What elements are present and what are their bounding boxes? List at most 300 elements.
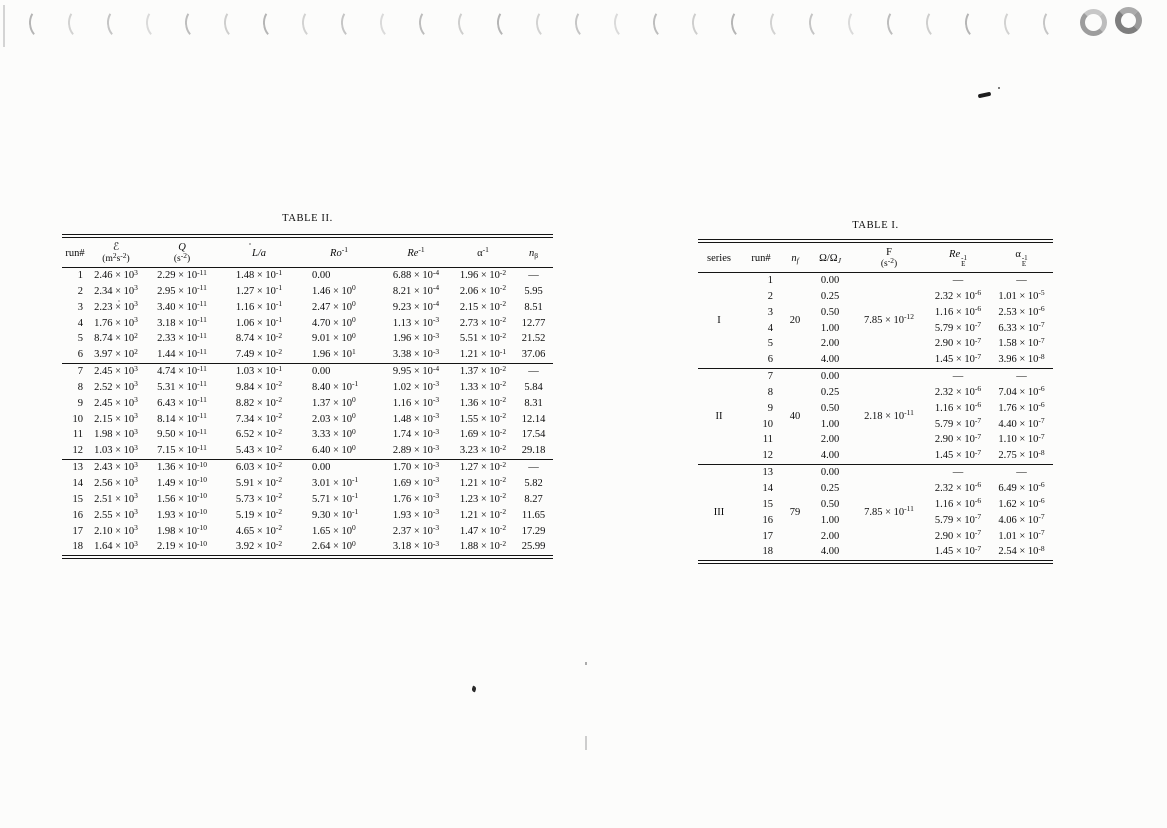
series-cell: II bbox=[698, 369, 740, 465]
table-row bbox=[62, 268, 553, 284]
run-cell: 1 bbox=[767, 275, 773, 286]
nf-cell: 20 bbox=[782, 273, 808, 369]
table-2-cell-col1: $2.10 \times 10^3$ bbox=[94, 523, 138, 537]
table-2-cell-col2: $6.43 \times 10^{-11}$ bbox=[157, 395, 207, 409]
binding-hole-icon bbox=[613, 8, 636, 39]
table-2-cell-col1: $2.46 \times 10^3$ bbox=[94, 267, 138, 281]
table-2-cell-col1: $2.15 \times 10^3$ bbox=[94, 411, 138, 425]
table-2-cell-col6: $1.47 \times 10^{-2}$ bbox=[459, 523, 507, 537]
re-e-cell: — bbox=[952, 467, 964, 479]
binding-hole-icon bbox=[535, 8, 558, 39]
table-row bbox=[62, 443, 553, 459]
scan-edge-line bbox=[3, 5, 5, 47]
binding-hole-icon bbox=[847, 8, 870, 39]
re-e-cell: $1.45 \times 10^{-7}$ bbox=[934, 543, 982, 558]
col-header-re-inv: $Re^{-1}$ bbox=[380, 236, 452, 268]
table-2-cell-col4: 0.00 bbox=[312, 270, 331, 281]
ink-mark bbox=[978, 92, 992, 99]
table-1-title: TABLE I. bbox=[852, 220, 899, 231]
alpha-e-cell: $6.33 \times 10^{-7}$ bbox=[998, 320, 1045, 334]
table-2-cell-col0: 6 bbox=[62, 347, 88, 363]
table-2-cell-col0: 17 bbox=[72, 525, 83, 537]
re-e-cell: $2.32 \times 10^{-6}$ bbox=[934, 288, 982, 302]
run-cell: 12 bbox=[740, 448, 782, 464]
col-header-series: series bbox=[698, 241, 740, 273]
run-cell: 5 bbox=[767, 338, 773, 350]
binding-hole-icon bbox=[769, 8, 792, 39]
table-2-cell-col0: 9 bbox=[77, 397, 83, 409]
table-row bbox=[62, 508, 553, 524]
run-cell: 10 bbox=[762, 418, 773, 430]
table-2-cell-col4: $3.33 \times 10^0$ bbox=[312, 426, 356, 441]
table-2-cell-col3: $7.34 \times 10^{-2}$ bbox=[235, 411, 283, 425]
table-2-cell-col7: — bbox=[528, 366, 539, 378]
table-2-cell-col2: $8.14 \times 10^{-11}$ bbox=[157, 411, 207, 425]
omega-ratio-cell: 0.50 bbox=[820, 402, 840, 414]
table-1-section bbox=[698, 220, 1053, 564]
re-e-cell: — bbox=[952, 371, 964, 383]
binding-hole-icon bbox=[262, 8, 285, 39]
run-cell: 17 bbox=[762, 530, 773, 542]
table-2-cell-col7: — bbox=[528, 270, 539, 281]
table-2-cell-col7: 8.27 bbox=[524, 493, 543, 505]
binding-hole-icon bbox=[28, 8, 51, 39]
re-e-cell: $2.90 \times 10^{-7}$ bbox=[934, 431, 982, 446]
table-2-cell-col2: $1.36 \times 10^{-10}$ bbox=[156, 459, 208, 474]
table-2-cell-col4: $4.70 \times 10^0$ bbox=[312, 315, 356, 329]
table-2-cell-col6: $1.37 \times 10^{-2}$ bbox=[459, 363, 507, 378]
table-2-cell-col3: $5.43 \times 10^{-2}$ bbox=[220, 443, 298, 459]
omega-ratio-cell: 0.25 bbox=[820, 482, 840, 494]
table-row bbox=[62, 331, 553, 347]
table-2-cell-col6: $1.55 \times 10^{-2}$ bbox=[459, 411, 507, 425]
col-header-f: F $(s^{-2})$ bbox=[852, 241, 926, 273]
ink-dot bbox=[998, 87, 1000, 89]
table-row bbox=[62, 492, 553, 508]
table-2-cell-col0: 12 bbox=[62, 443, 88, 459]
f-cell: $7.85 \times 10^{-12}$ bbox=[852, 273, 926, 369]
table-2-cell-col2: $9.50 \times 10^{-11}$ bbox=[157, 426, 207, 441]
run-cell: 16 bbox=[762, 514, 773, 526]
table-1-header-row bbox=[698, 241, 1053, 273]
table-2-cell-col3: $1.48 \times 10^{-1}$ bbox=[235, 267, 283, 281]
binding-hole-icon bbox=[964, 8, 987, 39]
table-2-cell-col4: $1.46 \times 10^0$ bbox=[312, 283, 356, 297]
alpha-e-cell: $1.01 \times 10^{-7}$ bbox=[998, 528, 1045, 542]
binding-ring-icon bbox=[1080, 9, 1107, 36]
table-2-cell-col2: $1.49 \times 10^{-10}$ bbox=[156, 475, 208, 489]
table-2-cell-col5: $1.13 \times 10^{-3}$ bbox=[392, 315, 440, 329]
table-2-cell-col1: $2.52 \times 10^3$ bbox=[94, 379, 138, 393]
table-2-cell-col1: $2.45 \times 10^3$ bbox=[94, 363, 138, 378]
table-2-cell-col3: $9.84 \times 10^{-2}$ bbox=[235, 379, 283, 393]
table-2-cell-col3: $5.73 \times 10^{-2}$ bbox=[235, 491, 283, 505]
table-2-cell-col7: 8.31 bbox=[524, 397, 543, 409]
table-row bbox=[62, 316, 553, 332]
table-2-cell-col3: $5.19 \times 10^{-2}$ bbox=[235, 507, 283, 521]
f-cell: $7.85 \times 10^{-11}$ bbox=[864, 504, 914, 518]
nf-cell: 79 bbox=[789, 506, 801, 518]
table-2-cell-col0: 14 bbox=[72, 477, 83, 489]
table-2-cell-col3: $5.91 \times 10^{-2}$ bbox=[235, 475, 283, 489]
run-cell: 8 bbox=[767, 386, 773, 398]
binding-hole-icon bbox=[730, 8, 753, 39]
alpha-e-cell: — bbox=[1016, 275, 1027, 286]
binding-hole-icon bbox=[457, 8, 480, 39]
re-e-cell: $1.16 \times 10^{-6}$ bbox=[934, 400, 982, 414]
col-header-alpha-inv: $\alpha^{-1}$ bbox=[452, 236, 514, 268]
table-row bbox=[698, 369, 1053, 385]
table-2-cell-col1: $1.03 \times 10^3$ bbox=[88, 443, 144, 459]
table-2-cell-col0: 7 bbox=[77, 366, 83, 378]
alpha-e-cell: $1.10 \times 10^{-7}$ bbox=[998, 431, 1045, 446]
table-2-cell-col6: $2.73 \times 10^{-2}$ bbox=[459, 315, 507, 329]
table-2-cell-col0: 16 bbox=[72, 509, 83, 521]
table-2-cell-col6: $1.33 \times 10^{-2}$ bbox=[459, 379, 507, 393]
table-2-cell-col5: $1.70 \times 10^{-3}$ bbox=[392, 459, 440, 474]
binding-hole-icon bbox=[145, 8, 168, 39]
table-2-cell-col1: $2.45 \times 10^3$ bbox=[94, 395, 138, 409]
table-row bbox=[62, 364, 553, 380]
series-cell: I bbox=[698, 273, 740, 369]
run-cell: 7 bbox=[767, 371, 773, 383]
run-cell: 6 bbox=[740, 352, 782, 368]
col-header-n-beta: $n_\beta$ bbox=[514, 236, 553, 268]
table-2-body bbox=[62, 268, 553, 558]
table-2-cell-col4: $2.47 \times 10^0$ bbox=[312, 299, 356, 313]
table-2-cell-col3: $4.65 \times 10^{-2}$ bbox=[235, 523, 283, 537]
run-cell: 15 bbox=[762, 498, 773, 510]
binding-hole-icon bbox=[652, 8, 675, 39]
col-header-run: run# bbox=[62, 236, 88, 268]
table-2-cell-col2: $2.95 \times 10^{-11}$ bbox=[157, 283, 207, 297]
run-cell: 18 bbox=[762, 546, 773, 558]
alpha-e-cell: $1.62 \times 10^{-6}$ bbox=[998, 496, 1045, 510]
omega-ratio-cell: 0.25 bbox=[820, 290, 840, 302]
table-2-cell-col1: $2.23 \times 10^3$ bbox=[94, 299, 138, 313]
run-cell: 3 bbox=[767, 306, 773, 318]
alpha-e-cell: $7.04 \times 10^{-6}$ bbox=[998, 384, 1045, 398]
table-2-cell-col5: $2.89 \times 10^{-3}$ bbox=[380, 443, 452, 459]
table-2 bbox=[62, 234, 553, 559]
run-cell: 2 bbox=[767, 290, 773, 302]
binding-hole-icon bbox=[340, 8, 363, 39]
table-2-cell-col4: $2.03 \times 10^0$ bbox=[312, 411, 356, 425]
binding-hole-icon bbox=[106, 8, 129, 39]
table-2-cell-col5: $9.23 \times 10^{-4}$ bbox=[392, 299, 440, 313]
table-2-cell-col4: $1.65 \times 10^0$ bbox=[312, 523, 356, 537]
table-2-cell-col2: $2.29 \times 10^{-11}$ bbox=[157, 267, 207, 281]
re-e-cell: $2.90 \times 10^{-7}$ bbox=[934, 528, 982, 542]
table-2-cell-col3: $1.16 \times 10^{-1}$ bbox=[235, 299, 283, 313]
table-2-cell-col6: $1.36 \times 10^{-2}$ bbox=[459, 395, 507, 409]
table-2-cell-col1: $1.76 \times 10^3$ bbox=[94, 315, 138, 329]
table-2-cell-col7: 11.65 bbox=[521, 509, 546, 521]
col-header-omega-ratio: $\Omega/\Omega_J$ bbox=[808, 241, 852, 273]
table-1-body bbox=[698, 273, 1053, 563]
table-2-cell-col1: $3.97 \times 10^2$ bbox=[88, 347, 144, 363]
table-2-cell-col3: $8.74 \times 10^{-2}$ bbox=[235, 330, 283, 345]
binding-hole-icon bbox=[379, 8, 402, 39]
table-2-cell-col6: $1.23 \times 10^{-2}$ bbox=[459, 491, 507, 505]
col-header-re-e-inv: Re -1 E bbox=[926, 241, 990, 273]
omega-ratio-cell: 1.00 bbox=[820, 418, 840, 430]
table-2-cell-col5: $3.18 \times 10^{-3}$ bbox=[392, 538, 440, 553]
table-2-cell-col5: $6.88 \times 10^{-4}$ bbox=[392, 267, 440, 281]
omega-ratio-cell: 0.00 bbox=[820, 275, 840, 286]
col-header-energy: ℰ $(m^2s^{-2})$ bbox=[88, 236, 144, 268]
scan-speck bbox=[585, 662, 587, 665]
table-2-cell-col0: 4 bbox=[77, 317, 83, 329]
table-2-cell-col7: 12.77 bbox=[521, 317, 546, 329]
binding-hole-icon bbox=[223, 8, 246, 39]
table-2-cell-col0: 18 bbox=[72, 541, 83, 553]
table-2-title: TABLE II. bbox=[282, 213, 333, 224]
col-header-ro-inv: $Ro^{-1}$ bbox=[298, 236, 380, 268]
table-row bbox=[62, 284, 553, 300]
table-2-cell-col7: 21.52 bbox=[521, 333, 546, 345]
alpha-e-cell: $3.96 \times 10^{-8}$ bbox=[990, 352, 1053, 368]
table-2-cell-col0: 3 bbox=[77, 301, 83, 313]
table-2-cell-col7: 5.95 bbox=[524, 285, 543, 297]
table-2-cell-col0: 5 bbox=[77, 333, 83, 345]
table-2-cell-col5: $8.21 \times 10^{-4}$ bbox=[392, 283, 440, 297]
table-2-cell-col5: $3.38 \times 10^{-3}$ bbox=[380, 347, 452, 363]
binding-hole-icon bbox=[184, 8, 207, 39]
table-2-cell-col2: $7.15 \times 10^{-11}$ bbox=[144, 443, 220, 459]
omega-ratio-cell: 0.50 bbox=[820, 306, 840, 318]
binding-hole-icon bbox=[1042, 8, 1065, 39]
table-2-cell-col3: $3.92 \times 10^{-2}$ bbox=[235, 538, 283, 553]
alpha-e-cell: $1.01 \times 10^{-5}$ bbox=[998, 288, 1045, 302]
table-2-cell-col7: — bbox=[528, 462, 539, 474]
table-2-cell-col7: 12.14 bbox=[521, 413, 546, 425]
table-2-cell-col6: $2.15 \times 10^{-2}$ bbox=[459, 299, 507, 313]
table-2-cell-col5: $1.74 \times 10^{-3}$ bbox=[392, 426, 440, 441]
table-2-cell-col7: 29.18 bbox=[514, 443, 553, 459]
re-e-cell: $2.32 \times 10^{-6}$ bbox=[934, 480, 982, 494]
table-row bbox=[62, 380, 553, 396]
col-header-l-over-a: L/a bbox=[220, 236, 298, 268]
binding-hole-icon bbox=[925, 8, 948, 39]
run-cell: 4 bbox=[767, 322, 773, 334]
table-2-cell-col7: 37.06 bbox=[514, 347, 553, 363]
table-2-cell-col1: $2.56 \times 10^3$ bbox=[94, 475, 138, 489]
table-2-header-row bbox=[62, 236, 553, 268]
alpha-e-cell: $1.58 \times 10^{-7}$ bbox=[998, 335, 1045, 350]
table-2-cell-col3: $1.03 \times 10^{-1}$ bbox=[235, 363, 283, 378]
binding-hole-icon bbox=[418, 8, 441, 39]
omega-ratio-cell: 2.00 bbox=[820, 530, 840, 542]
table-2-cell-col4: $5.71 \times 10^{-1}$ bbox=[312, 491, 359, 505]
table-2-cell-col4: $8.40 \times 10^{-1}$ bbox=[312, 379, 359, 393]
omega-ratio-cell: 1.00 bbox=[820, 322, 840, 334]
alpha-e-cell: $4.06 \times 10^{-7}$ bbox=[998, 512, 1045, 526]
table-2-cell-col5: $1.96 \times 10^{-3}$ bbox=[392, 330, 440, 345]
table-2-cell-col0: 2 bbox=[77, 285, 83, 297]
binding-hole-icon bbox=[1003, 8, 1026, 39]
binding-ring-icon bbox=[1115, 7, 1142, 34]
table-row bbox=[62, 460, 553, 476]
re-e-cell: $2.32 \times 10^{-6}$ bbox=[934, 384, 982, 398]
table-2-cell-col5: $9.95 \times 10^{-4}$ bbox=[392, 363, 440, 378]
alpha-e-cell: $2.54 \times 10^{-8}$ bbox=[998, 543, 1045, 558]
table-2-cell-col0: 10 bbox=[72, 413, 83, 425]
re-e-cell: — bbox=[952, 275, 964, 286]
table-2-cell-col6: $3.23 \times 10^{-2}$ bbox=[452, 443, 514, 459]
table-2-cell-col6: $1.96 \times 10^{-2}$ bbox=[459, 267, 507, 281]
omega-ratio-cell: 0.00 bbox=[820, 467, 840, 479]
table-2-cell-col6: $1.88 \times 10^{-2}$ bbox=[459, 538, 507, 553]
table-2-cell-col3: $6.03 \times 10^{-2}$ bbox=[235, 459, 283, 474]
table-2-cell-col2: $1.98 \times 10^{-10}$ bbox=[156, 523, 208, 537]
table-2-cell-col2: $2.33 \times 10^{-11}$ bbox=[157, 330, 207, 345]
table-2-cell-col0: 1 bbox=[77, 270, 83, 281]
table-row bbox=[62, 347, 553, 363]
table-2-cell-col5: $1.02 \times 10^{-3}$ bbox=[392, 379, 440, 393]
re-e-cell: $1.16 \times 10^{-6}$ bbox=[934, 304, 982, 318]
re-e-cell: $5.79 \times 10^{-7}$ bbox=[934, 416, 982, 430]
alpha-e-cell: — bbox=[1016, 371, 1027, 383]
table-2-cell-col1: $2.43 \times 10^3$ bbox=[94, 459, 138, 474]
table-2-cell-col1: $1.64 \times 10^3$ bbox=[94, 538, 138, 553]
table-row bbox=[62, 427, 553, 443]
table-row bbox=[698, 273, 1053, 289]
table-2-cell-col1: $2.51 \times 10^3$ bbox=[94, 491, 138, 505]
binding-hole-icon bbox=[886, 8, 909, 39]
binding-hole-icon bbox=[301, 8, 324, 39]
f-cell: $2.18 \times 10^{-11}$ bbox=[852, 369, 926, 465]
table-2-cell-col6: $1.21 \times 10^{-2}$ bbox=[459, 507, 507, 521]
run-cell: 14 bbox=[762, 482, 773, 494]
table-2-cell-col4: $6.40 \times 10^0$ bbox=[298, 443, 380, 459]
table-row bbox=[62, 476, 553, 492]
binding-hole-icon bbox=[691, 8, 714, 39]
re-e-cell: $5.79 \times 10^{-7}$ bbox=[934, 320, 982, 334]
table-row bbox=[62, 396, 553, 412]
omega-ratio-cell: 2.00 bbox=[820, 434, 840, 446]
table-2-cell-col2: $3.40 \times 10^{-11}$ bbox=[157, 299, 207, 313]
table-2-cell-col5: $2.37 \times 10^{-3}$ bbox=[392, 523, 440, 537]
omega-ratio-cell: 0.25 bbox=[820, 386, 840, 398]
omega-ratio-cell: 4.00 bbox=[808, 352, 852, 368]
omega-ratio-cell: 0.50 bbox=[820, 498, 840, 510]
table-2-cell-col5: $1.69 \times 10^{-3}$ bbox=[392, 475, 440, 489]
binding-hole-icon bbox=[496, 8, 519, 39]
table-2-cell-col6: $1.21 \times 10^{-2}$ bbox=[459, 475, 507, 489]
table-2-cell-col5: $1.76 \times 10^{-3}$ bbox=[392, 491, 440, 505]
re-e-cell: $1.16 \times 10^{-6}$ bbox=[934, 496, 982, 510]
table-2-cell-col6: $2.06 \times 10^{-2}$ bbox=[459, 283, 507, 297]
table-row bbox=[62, 300, 553, 316]
table-2-cell-col3: $7.49 \times 10^{-2}$ bbox=[220, 347, 298, 363]
table-row bbox=[698, 465, 1053, 481]
table-row bbox=[62, 412, 553, 428]
table-2-cell-col4: $1.96 \times 10^1$ bbox=[298, 347, 380, 363]
re-e-cell: $1.45 \times 10^{-7}$ bbox=[926, 352, 990, 368]
nf-cell: 40 bbox=[782, 369, 808, 465]
binding-hole-icon bbox=[808, 8, 831, 39]
table-2-cell-col0: 11 bbox=[72, 429, 83, 441]
table-2-cell-col7: 17.29 bbox=[521, 525, 546, 537]
run-cell: 9 bbox=[767, 402, 773, 414]
table-1 bbox=[698, 239, 1053, 564]
table-2-cell-col3: $1.27 \times 10^{-1}$ bbox=[235, 283, 283, 297]
table-2-cell-col4: 0.00 bbox=[312, 462, 331, 474]
table-2-cell-col5: $1.48 \times 10^{-3}$ bbox=[392, 411, 440, 425]
table-row bbox=[62, 524, 553, 540]
table-2-cell-col4: 0.00 bbox=[312, 366, 331, 378]
table-2-cell-col5: $1.16 \times 10^{-3}$ bbox=[392, 395, 440, 409]
table-2-cell-col4: $3.01 \times 10^{-1}$ bbox=[312, 475, 359, 489]
table-2-cell-col6: $5.51 \times 10^{-2}$ bbox=[459, 330, 507, 345]
table-2-cell-col0: 8 bbox=[77, 381, 83, 393]
run-cell: 11 bbox=[762, 434, 773, 446]
scan-speck bbox=[585, 736, 587, 750]
alpha-e-cell: $6.49 \times 10^{-6}$ bbox=[998, 480, 1045, 494]
table-2-cell-col7: 17.54 bbox=[521, 429, 546, 441]
alpha-e-cell: $2.53 \times 10^{-6}$ bbox=[998, 304, 1045, 318]
omega-ratio-cell: 4.00 bbox=[820, 546, 840, 558]
col-header-alpha-e-inv: α -1 E bbox=[990, 241, 1053, 273]
table-2-cell-col4: $9.30 \times 10^{-1}$ bbox=[312, 507, 359, 521]
table-2-cell-col0: 15 bbox=[72, 493, 83, 505]
binding-hole-icon bbox=[574, 8, 597, 39]
table-2-cell-col6: $1.27 \times 10^{-2}$ bbox=[459, 459, 507, 474]
table-2-cell-col2: $1.93 \times 10^{-10}$ bbox=[156, 507, 208, 521]
table-2-cell-col7: 8.51 bbox=[524, 301, 543, 313]
alpha-e-cell: — bbox=[1016, 467, 1027, 479]
scan-speck bbox=[471, 686, 477, 693]
table-2-cell-col4: $9.01 \times 10^0$ bbox=[312, 330, 356, 345]
table-2-cell-col3: $6.52 \times 10^{-2}$ bbox=[235, 426, 283, 441]
run-cell: 13 bbox=[762, 467, 773, 479]
table-2-cell-col6: $1.21 \times 10^{-1}$ bbox=[452, 347, 514, 363]
table-2-cell-col1: $8.74 \times 10^2$ bbox=[94, 330, 138, 345]
re-e-cell: $1.45 \times 10^{-7}$ bbox=[926, 448, 990, 464]
table-2-cell-col3: $1.06 \times 10^{-1}$ bbox=[235, 315, 283, 329]
table-2-cell-col7: 5.82 bbox=[524, 477, 543, 489]
table-2-cell-col0: 13 bbox=[72, 462, 83, 474]
table-2-cell-col2: $2.19 \times 10^{-10}$ bbox=[156, 538, 208, 553]
table-2-cell-col2: $5.31 \times 10^{-11}$ bbox=[157, 379, 207, 393]
omega-ratio-cell: 1.00 bbox=[820, 514, 840, 526]
table-2-cell-col2: $1.56 \times 10^{-10}$ bbox=[156, 491, 208, 505]
omega-ratio-cell: 0.00 bbox=[820, 371, 840, 383]
col-header-n-f: $n_f$ bbox=[782, 241, 808, 273]
alpha-e-cell: $2.75 \times 10^{-8}$ bbox=[990, 448, 1053, 464]
binding-hole-icon bbox=[67, 8, 90, 39]
table-row bbox=[62, 539, 553, 557]
table-2-cell-col7: 25.99 bbox=[521, 541, 546, 553]
table-2-cell-col7: 5.84 bbox=[524, 381, 543, 393]
table-2-cell-col3: $8.82 \times 10^{-2}$ bbox=[235, 395, 283, 409]
re-e-cell: $2.90 \times 10^{-7}$ bbox=[934, 335, 982, 350]
omega-ratio-cell: 4.00 bbox=[808, 448, 852, 464]
alpha-e-cell: $1.76 \times 10^{-6}$ bbox=[998, 400, 1045, 414]
table-2-cell-col4: $2.64 \times 10^0$ bbox=[312, 538, 356, 553]
table-2-cell-col1: $2.55 \times 10^3$ bbox=[94, 507, 138, 521]
col-header-q: Q $(s^{-2})$ bbox=[144, 236, 220, 268]
table-2-cell-col1: $2.34 \times 10^3$ bbox=[94, 283, 138, 297]
omega-ratio-cell: 2.00 bbox=[820, 338, 840, 350]
table-2-cell-col5: $1.93 \times 10^{-3}$ bbox=[392, 507, 440, 521]
re-e-cell: $5.79 \times 10^{-7}$ bbox=[934, 512, 982, 526]
series-cell: III bbox=[713, 506, 725, 518]
table-2-cell-col1: $1.98 \times 10^3$ bbox=[94, 426, 138, 441]
table-2-cell-col2: $3.18 \times 10^{-11}$ bbox=[157, 315, 207, 329]
table-2-section bbox=[62, 213, 553, 559]
